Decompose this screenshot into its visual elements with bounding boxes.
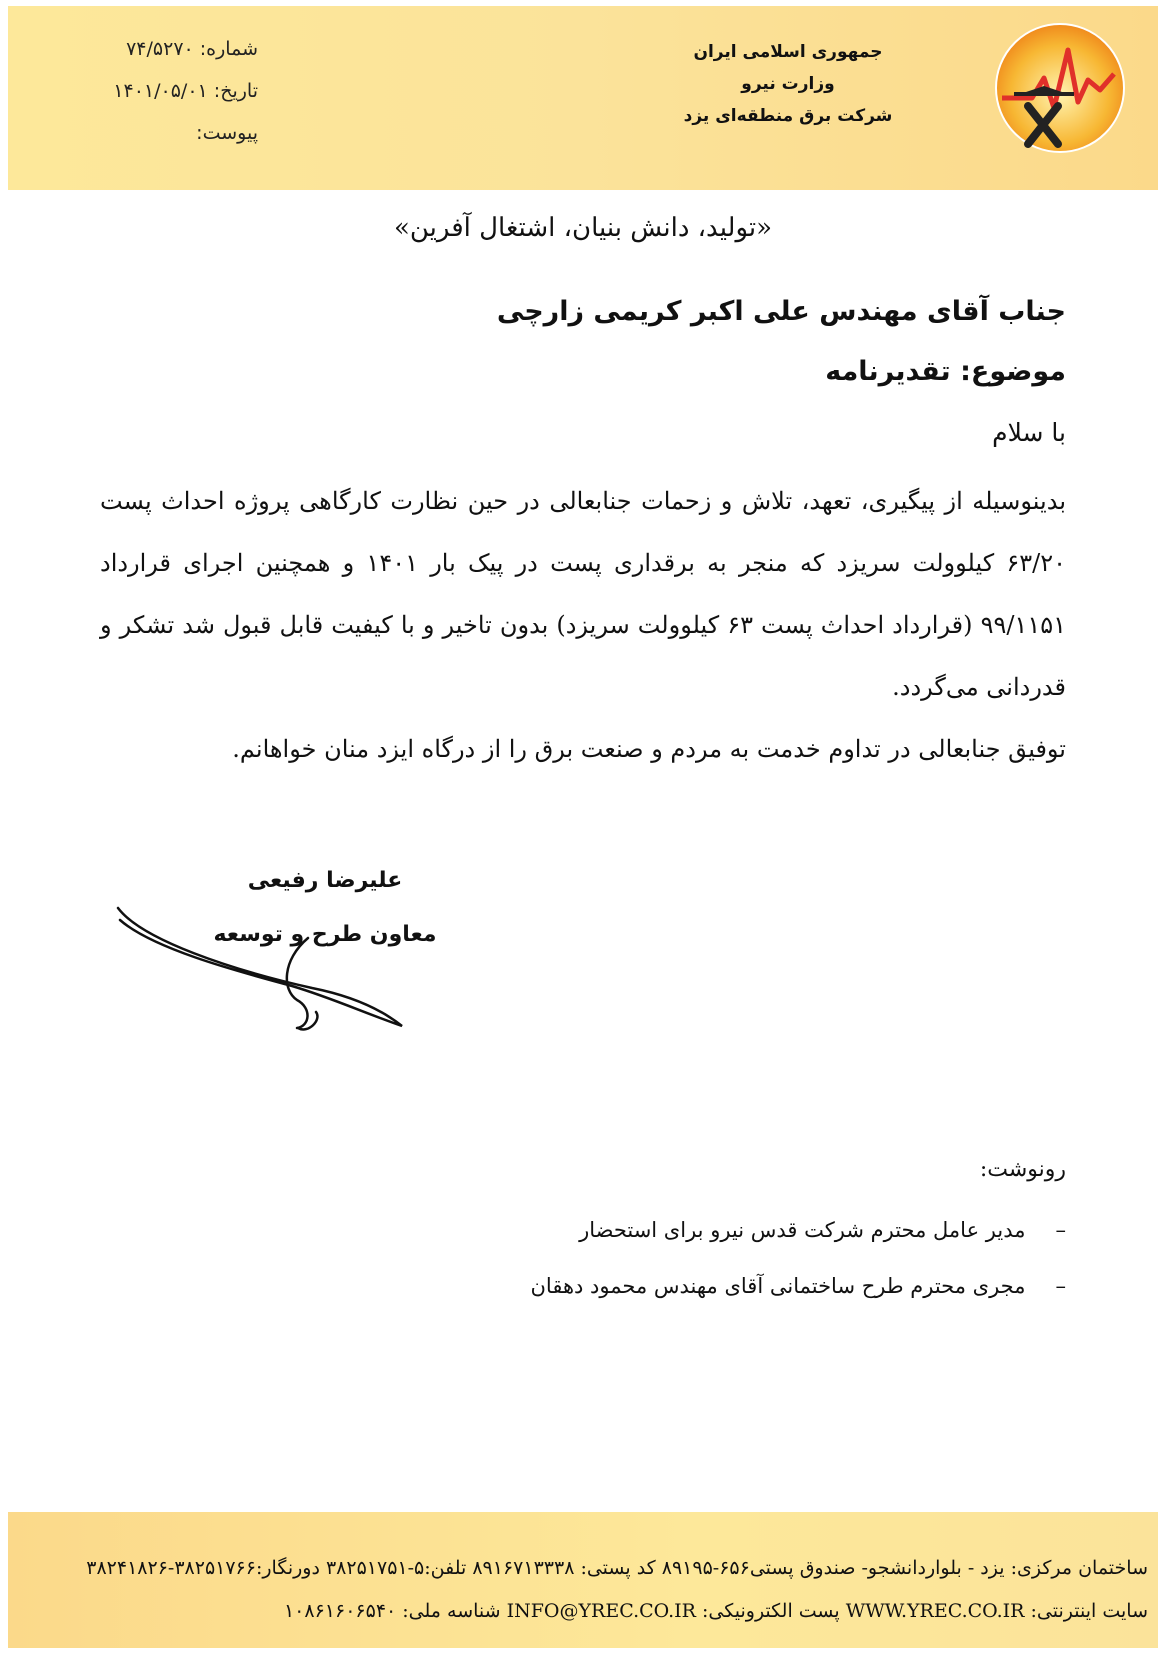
cc-text: مجری محترم طرح ساختمانی آقای مهندس محمود دهقان (530, 1274, 1026, 1298)
letterhead (8, 6, 1158, 190)
greeting: با سلام (992, 418, 1066, 447)
cc-item (531, 1202, 1067, 1258)
footer-contact: سایت اینترنتی: WWW.YREC.CO.IR پست الکترونیکی: INFO@YREC.CO.IR شناسه ملی: ۱۰۸۶۱۶۰۶۵۴۰ (283, 1600, 1148, 1622)
subject: موضوع: تقدیرنامه (825, 356, 1066, 387)
electricity-company-logo-icon (992, 20, 1128, 156)
org-country: جمهوری اسلامی ایران (693, 42, 883, 62)
cc-list (531, 1202, 1067, 1314)
signer-name: علیرضا رفیعی (247, 868, 403, 893)
body-paragraph-2: توفیق جنابعالی در تداوم خدمت به مردم و صنعت برق را از درگاه ایزد منان خواهانم. (232, 735, 1066, 763)
body-paragraph-1: بدینوسیله از پیگیری، تعهد، تلاش و زحمات جنابعالی در حین نظارت کارگاهی پروژه احداث پست ۶۳/۲۰ کیلوولت سریزد که منجر به برقداری پست در پیک بار ۱۴۰۱ و همچنین اجرای قرارداد ۹۹/۱۱۵۱ (قرارداد احداث پست ۶۳ کیلوولت سریزد) بدون تاخیر و با کیفیت قابل قبول شد تشکر و قدردانی می‌گردد. (100, 487, 1066, 701)
cc-dash: – (1055, 1274, 1066, 1298)
org-ministry: وزارت نیرو (741, 74, 835, 94)
letter-body (100, 470, 1066, 780)
cc-title: رونوشت: (979, 1157, 1066, 1182)
footer-address: ساختمان مرکزی: یزد - بلواردانشجو- صندوق پستی۶۵۶-۸۹۱۹۵ کد پستی: ۸۹۱۶۷۱۳۳۳۸ تلفن:۵-۳۸۲۵۱۷۵۱ دورنگار:۳۸۲۵۱۷۶۶-۳۸۲۴۱۸۲۶ (86, 1557, 1148, 1579)
letter-attachment: پیوست: (196, 122, 258, 144)
letter-meta (38, 28, 258, 154)
cc-dash: – (1055, 1218, 1066, 1242)
signer-title: معاون طرح و توسعه (213, 922, 437, 947)
organization-block (658, 36, 918, 132)
recipient: جناب آقای مهندس علی اکبر کریمی زارچی (496, 296, 1066, 327)
letter-footer (8, 1512, 1158, 1648)
letter-date: تاریخ: ۱۴۰۱/۰۵/۰۱ (113, 80, 258, 102)
cc-item (531, 1258, 1067, 1314)
cc-text: مدیر عامل محترم شرکت قدس نیرو برای استحضار (579, 1218, 1026, 1242)
letter-number: شماره: ۷۴/۵۲۷۰ (126, 38, 258, 60)
org-company: شرکت برق منطقه‌ای یزد (683, 106, 893, 126)
signature-icon (112, 900, 422, 1040)
slogan: «تولید، دانش بنیان، اشتغال آفرین» (393, 213, 773, 243)
